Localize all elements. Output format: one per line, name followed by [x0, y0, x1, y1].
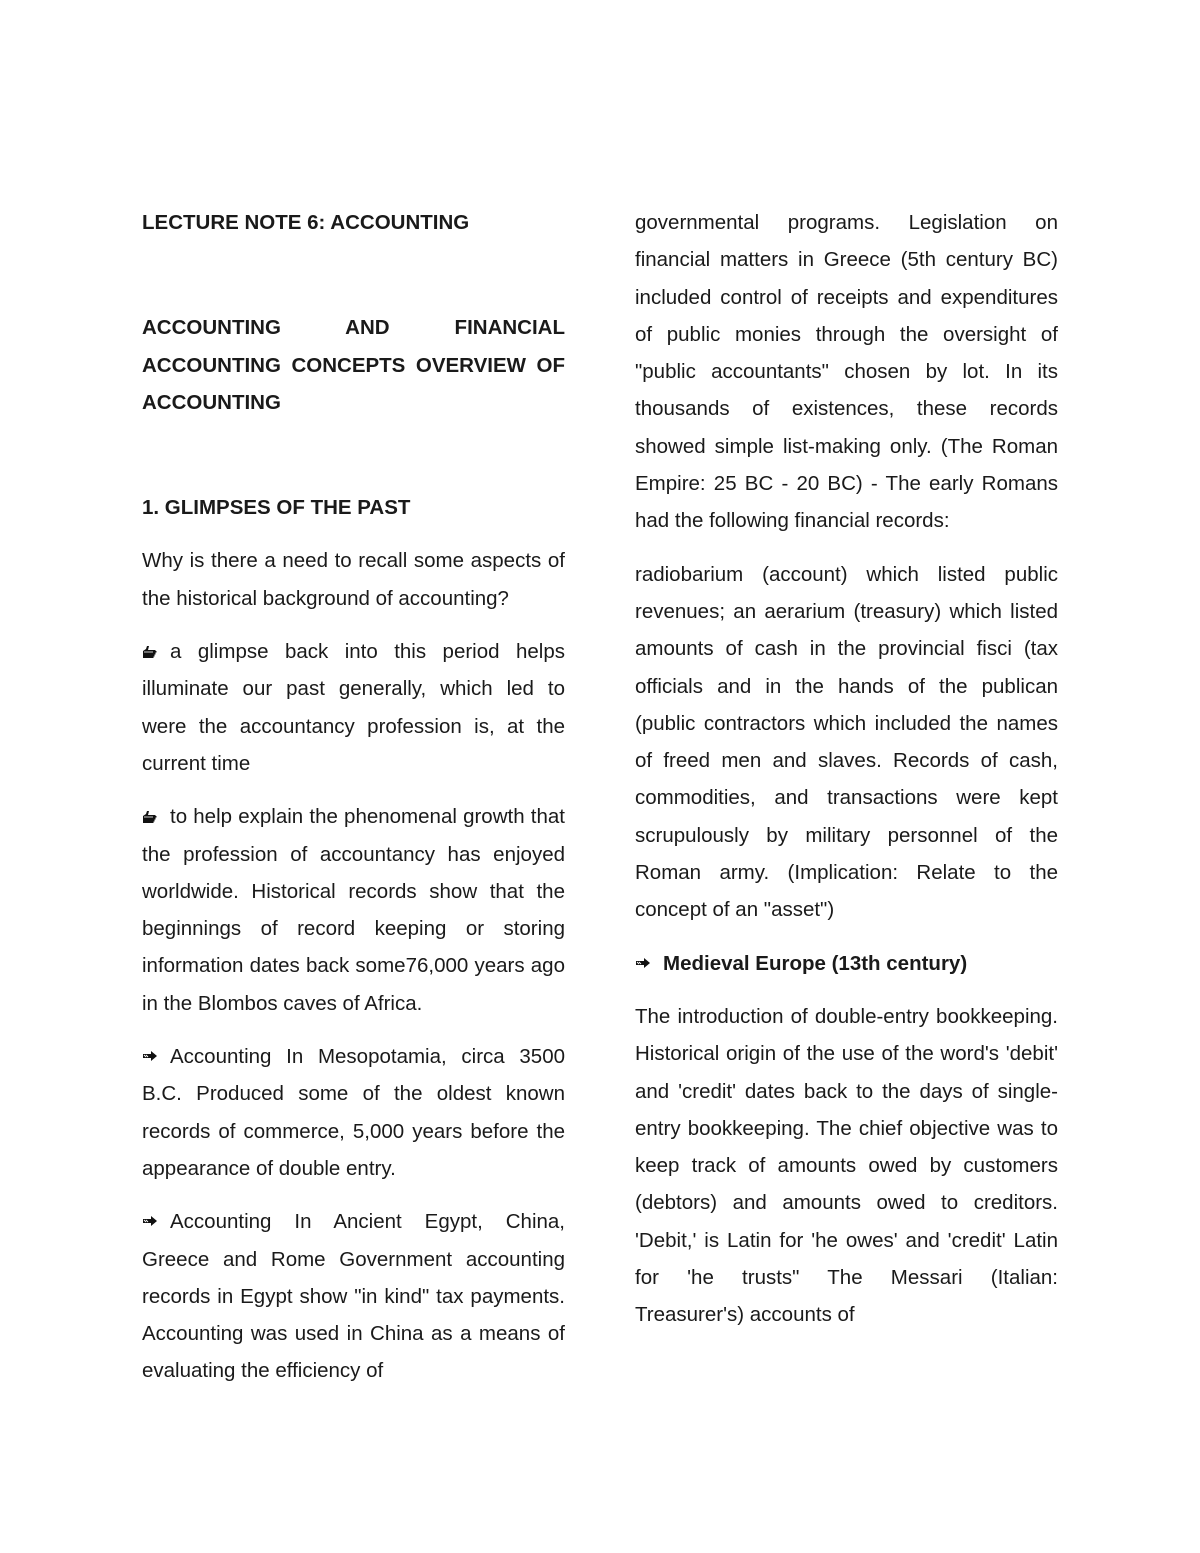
arrow-bullet-icon: [142, 1215, 158, 1229]
writing-hand-icon: [142, 645, 158, 659]
bullet-paragraph: [142, 633, 565, 782]
arrow-bullet-icon: [142, 1050, 158, 1064]
left-column: [142, 204, 565, 1406]
body-paragraph: governmental programs. Legislation on financial matters in Greece (5th century BC) included control of receipts and expenditures of public monies through the oversight of "public accountants" chosen by lot. In its thousands of existences, these records showed simple list-making only. (The Roman Empire: 25 BC - 20 BC) - The early Romans had the following financial records:: [635, 211, 1058, 533]
bullet-paragraph: [142, 1038, 565, 1187]
right-column: [635, 204, 1058, 1350]
medieval-heading: [635, 945, 1058, 982]
intro-question: Why is there a need to recall some aspects of the historical background of accounting?: [142, 549, 565, 610]
bullet-paragraph: [142, 1203, 565, 1389]
arrow-bullet-icon: [635, 957, 651, 971]
body-paragraph: The introduction of double-entry bookkeeping. Historical origin of the use of the word's 'debit' and 'credit' dates back to the days of single-entry bookkeeping. The chief objective was to keep track of amounts owed by customers (debtors) and amounts owed to creditors. 'Debit,' is Latin for 'he owes' and 'credit' Latin for 'he trusts" The Messari (Italian: Treasurer's) accounts of: [635, 1004, 1058, 1327]
bullet-text: Accounting In Mesopotamia, circa 3500 B.C. Produced some of the oldest known records of commerce, 5,000 years before the appearance of double entry.: [142, 1045, 565, 1180]
lecture-title: LECTURE NOTE 6: ACCOUNTING: [142, 211, 470, 234]
bullet-text: a glimpse back into this period helps illuminate our past generally, which led to were the accountancy profession is, at the current time: [142, 640, 565, 775]
medieval-heading-text: Medieval Europe (13th century): [663, 951, 968, 975]
writing-hand-icon: [142, 810, 158, 824]
bullet-text: Accounting In Ancient Egypt, China, Greece and Rome Government accounting records in Egypt show "in kind" tax payments. Accounting was used in China as a means of evaluating the efficiency of: [142, 1210, 565, 1383]
bullet-paragraph: [142, 798, 565, 1022]
section-heading: 1. GLIMPSES OF THE PAST: [142, 496, 411, 520]
body-paragraph: radiobarium (account) which listed public revenues; an aerarium (treasury) which listed amounts of cash in the provincial fisci (tax officials and in the hands of the publican (public contractors which included the names of freed men and slaves. Records of cash, commodities, and transactions were kept scrupulously by military personnel of the Roman army. (Implication: Relate to the concept of an "asset"): [635, 562, 1058, 922]
bullet-text: to help explain the phenomenal growth that the profession of accountancy has enjoyed worldwide. Historical records show that the beginnings of record keeping or storing information dates back some76,000 years ago in the Blombos caves of Africa.: [142, 805, 565, 1015]
document-subtitle: ACCOUNTING AND FINANCIAL ACCOUNTING CONCEPTS OVERVIEW OF ACCOUNTING: [142, 316, 565, 414]
